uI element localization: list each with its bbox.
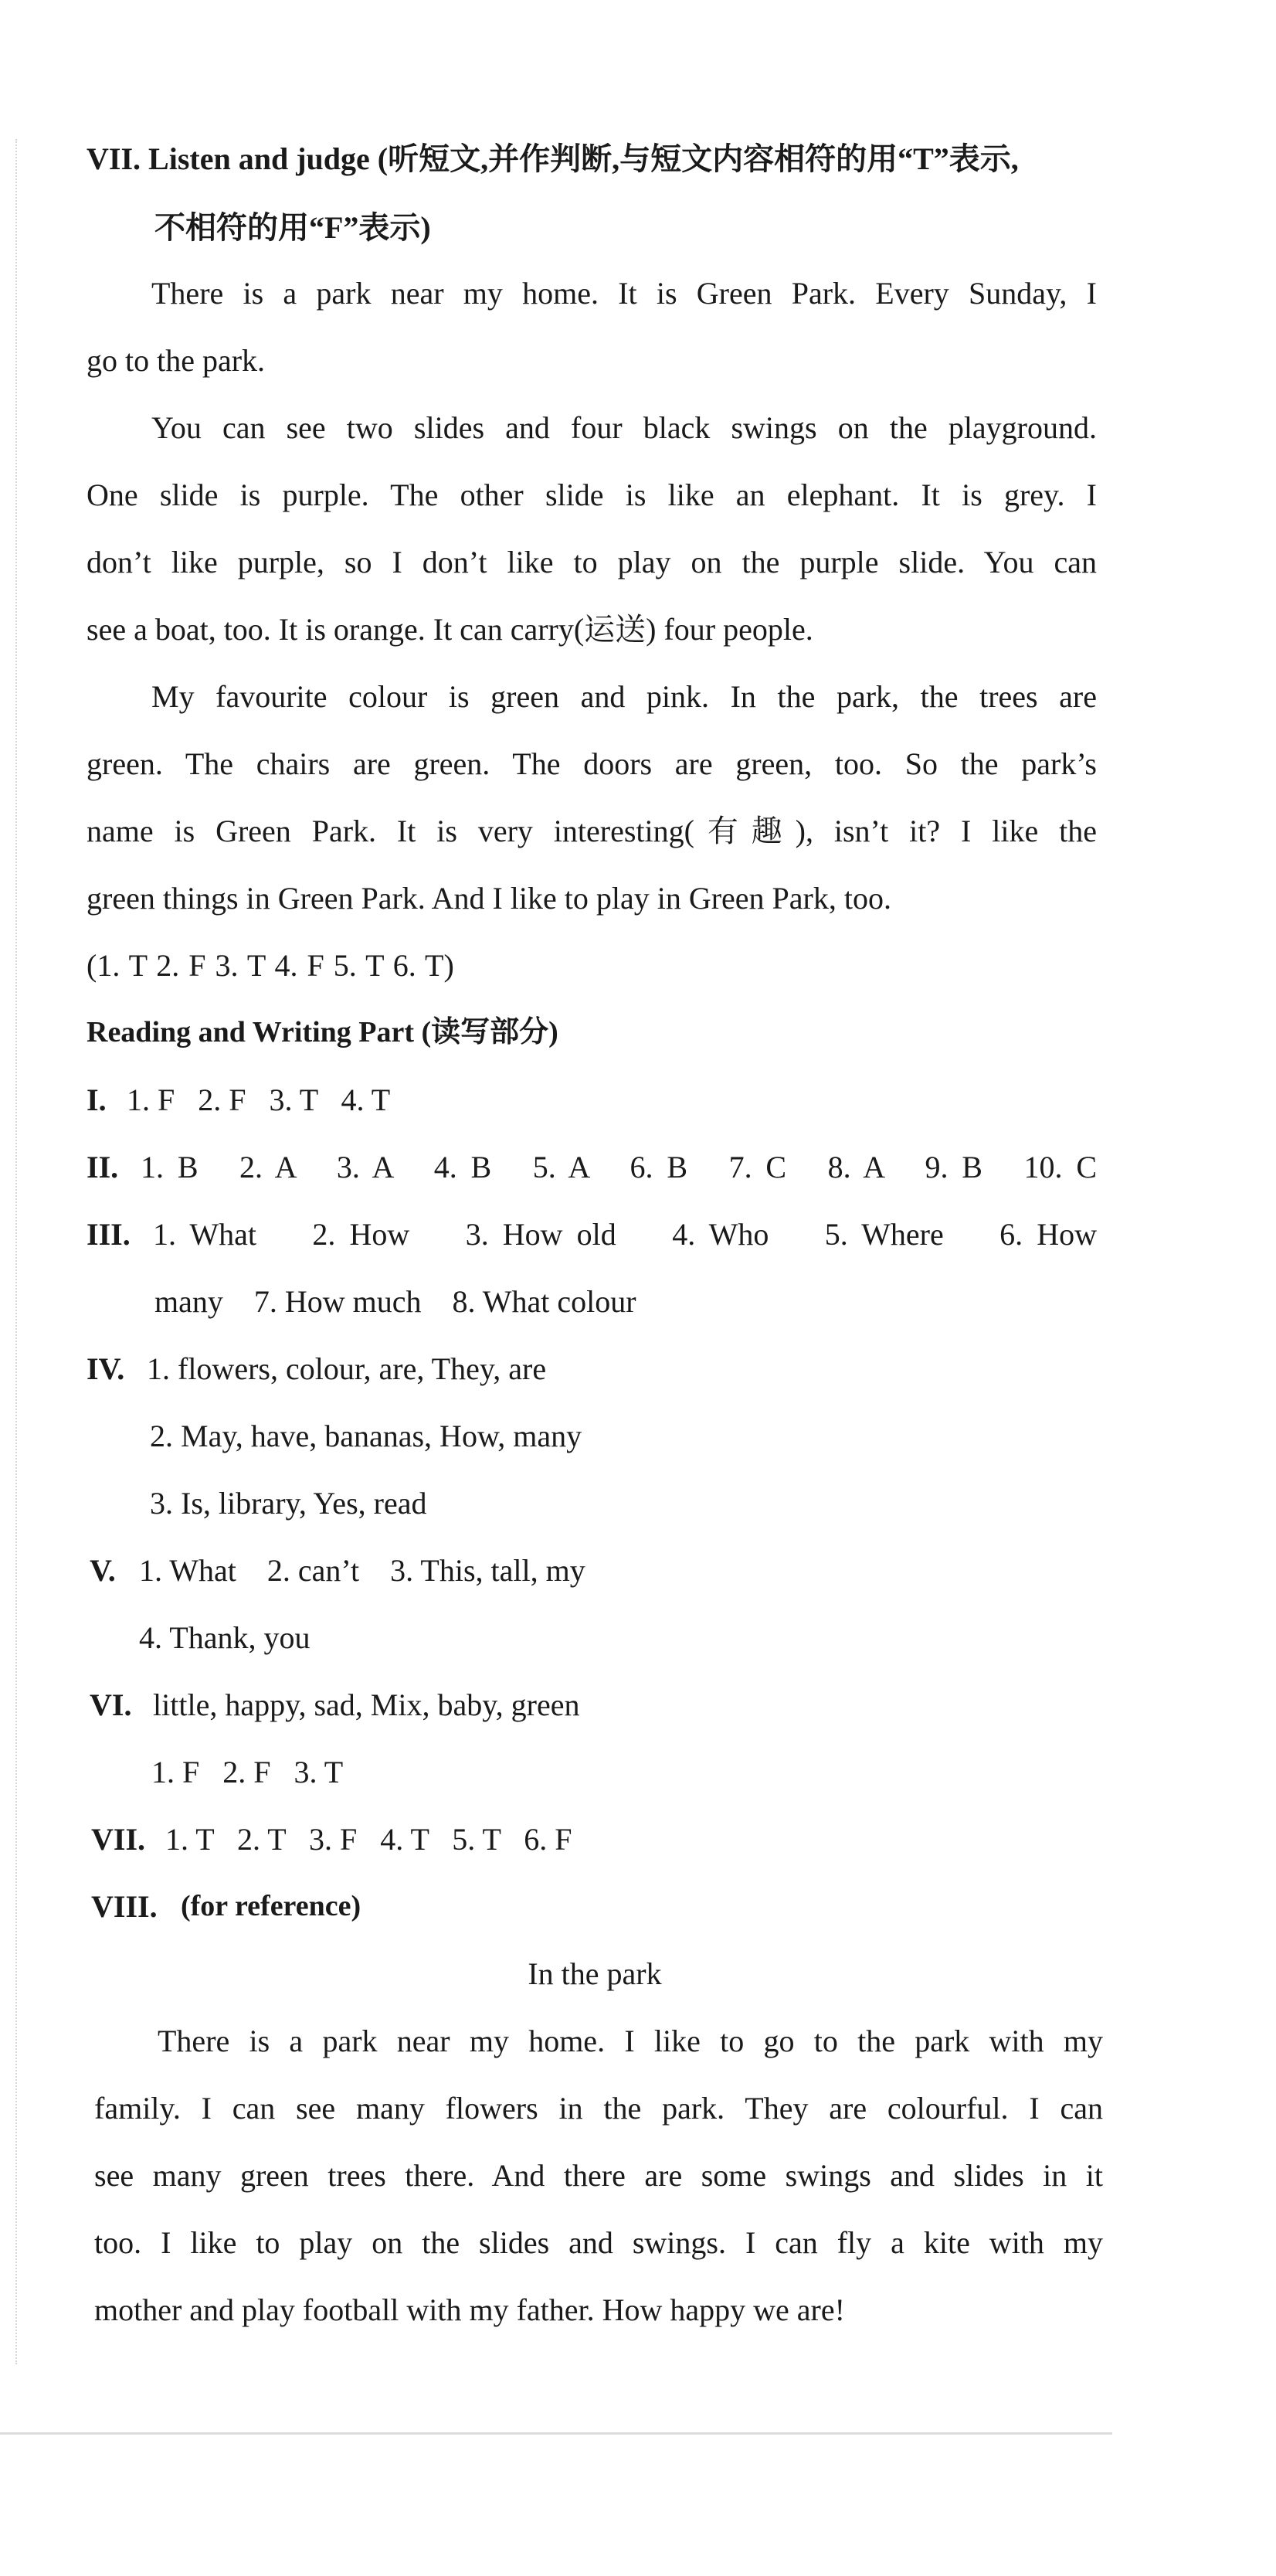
paragraph-line: One slide is purple. The other slide is like an elephant. It is grey. I: [87, 477, 1097, 512]
section-vii-answers: 1. T 2. T 3. F 4. T 5. T 6. F: [165, 1822, 572, 1857]
paragraph-line: don’t like purple, so I don’t like to play on the purple slide. You can: [87, 545, 1097, 579]
essay-line: There is a park near my home. I like to go to the park with my: [158, 2024, 1103, 2058]
section-vii-number: VII.: [91, 1822, 146, 1857]
margin-dotted-line: [15, 139, 17, 2364]
bottom-divider: [0, 2432, 1112, 2435]
listening-vii-answers: (1. T 2. F 3. T 4. F 5. T 6. T): [87, 948, 454, 983]
reading-writing-heading: Reading and Writing Part (读写部分): [87, 1016, 558, 1048]
paragraph-line: see a boat, too. It is orange. It can carry(运送) four people.: [87, 612, 813, 647]
essay-title: In the park: [528, 1956, 662, 1991]
section-i-answers: 1. F 2. F 3. T 4. T: [127, 1082, 391, 1117]
paragraph-line: There is a park near my home. It is Green Park. Every Sunday, I: [151, 276, 1097, 311]
section-ii-answers: 1. B 2. A 3. A 4. B 5. A 6. B 7. C 8. A 9. B 10. C: [141, 1150, 1097, 1184]
section-viii-label: (for reference): [181, 1890, 361, 1922]
essay-line: too. I like to play on the slides and swings. I can fly a kite with my: [94, 2225, 1103, 2260]
listening-vii-heading-cont: 不相符的用“F”表示): [154, 210, 431, 245]
paragraph-line: My favourite colour is green and pink. In the park, the trees are: [151, 679, 1097, 714]
section-iii-number: III.: [87, 1217, 131, 1252]
section-v-answer-2: 4. Thank, you: [139, 1620, 311, 1655]
section-iv-number: IV.: [87, 1351, 125, 1386]
paragraph-line: green. The chairs are green. The doors are green, too. So the park’s: [87, 746, 1097, 781]
section-viii-number: VIII.: [91, 1889, 158, 1924]
paragraph-line: go to the park.: [87, 343, 266, 378]
section-iv-answer-1: 1. flowers, colour, are, They, are: [147, 1351, 547, 1386]
paragraph-line: name is Green Park. It is very interesting(有趣), isn’t it? I like the: [87, 814, 1097, 848]
section-ii-number: II.: [87, 1150, 119, 1184]
section-vi-number: VI.: [90, 1687, 132, 1722]
listening-vii-heading: VII. Listen and judge (听短文,并作判断,与短文内容相符的用“T”表示,: [87, 141, 1019, 176]
section-vi-words: little, happy, sad, Mix, baby, green: [153, 1687, 580, 1722]
paragraph-line: green things in Green Park. And I like to play in Green Park, too.: [87, 881, 891, 916]
section-v-answer-1: 1. What 2. can’t 3. This, tall, my: [139, 1553, 585, 1588]
section-i-number: I.: [87, 1082, 107, 1117]
section-vi-answers: 1. F 2. F 3. T: [151, 1755, 344, 1789]
section-iii-answers-cont: many 7. How much 8. What colour: [154, 1284, 636, 1319]
section-iii-answers: 1. What 2. How 3. How old 4. Who 5. Where 6. How: [153, 1217, 1097, 1252]
paragraph-line: You can see two slides and four black swings on the playground.: [151, 410, 1097, 445]
essay-line: see many green trees there. And there are some swings and slides in it: [94, 2158, 1103, 2193]
section-iv-answer-3: 3. Is, library, Yes, read: [150, 1486, 427, 1521]
section-iv-answer-2: 2. May, have, bananas, How, many: [150, 1419, 582, 1453]
essay-line: family. I can see many flowers in the park. They are colourful. I can: [94, 2091, 1103, 2126]
essay-line: mother and play football with my father. How happy we are!: [94, 2292, 845, 2327]
section-v-number: V.: [90, 1553, 116, 1588]
